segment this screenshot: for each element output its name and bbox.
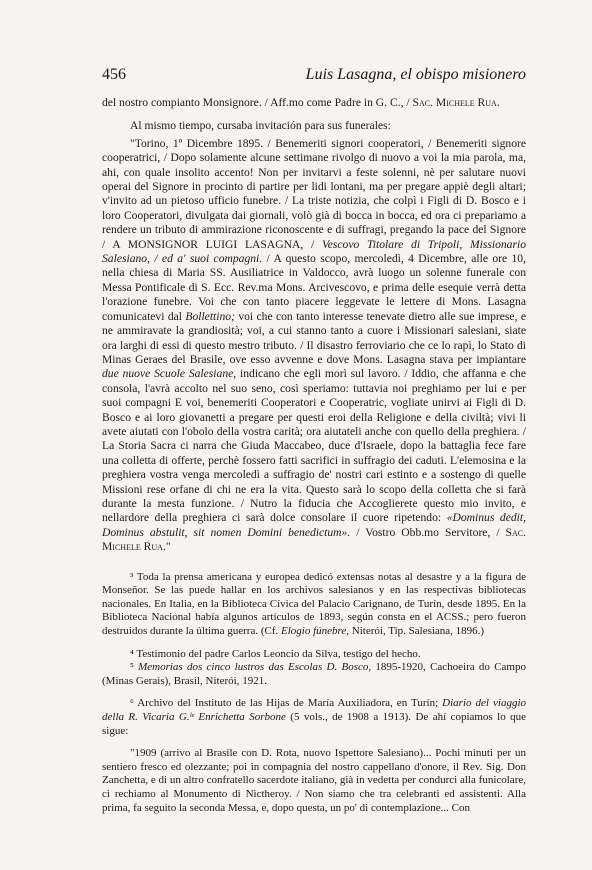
footnote-3: ³ Toda la prensa americana y europea dedicó extensas notas al desastre y a la figura de Monseñor. Se las puede hallar en los archivos salesianos y en las respectivas bibliotecas nacionales. En Italia, en la Biblioteca Cívica del Palacio Carignano, de Turín, desde 1895. En la Biblioteca Nacional había algunos artículos de 1893, según consta en el ACSS.; pero fueron destruidos durante la última guerra. (Cf. Elogio fúnebre, Niterói, Tip. Salesiana, 1896.) bbox=[102, 570, 526, 637]
footnote-4: ⁴ Testimonio del padre Carlos Leoncio da Silva, testigo del hecho. bbox=[130, 647, 421, 660]
quoted-invitation: "Torino, 1º Dicembre 1895. / Benemeriti signori cooperatori, / Benemeriti signore cooperatrici, / Dopo solamente alcune settimane rivolgo di nuovo a voi la mia parola, ma, ahi, con quale insolito accento! Non per invitarvi a feste solenni, nè per salutare nuovi operai del Signore in procinto di partire per lidi lontani, ma per pregare appiè degli altari; v'invito ad un pietoso ufficio funebre. / La triste notizia, che colpì i Figli di D. Bosco e i loro Cooperatori, divulgata dai giornali, volò già di bocca in bocca, ed ora ci prepariamo a rendere un tributo di ammirazione riconoscente e di suffragi, pregando la pace del Signore / A MONSIGNOR LUIGI LASAGNA, / Vescovo Titolare di Tripoli, Missionario Salesiano, / ed a' suoi compagni. / A questo scopo, mercoledì, 4 Dicembre, alle ore 10, nella chiesa di Maria SS. Ausiliatrice in Valdocco, avrà luogo un solenne funerale con Messa Pontificale di S. Ecc. Rev.ma Mons. Arcivescovo, e prima delle esequie verrà detta l'orazione funebre. Voi che con tanto piacere leggevate le lettere di Mons. Lasagna comunicatevi dal Bollettino; voi che con tanto interesse tenevate dietro alle sue imprese, e ne ammiravate la grandiosità; voi, a cui stanno tanto a cuore i Missionari salesiani, siate ora larghi di essi di questo mestro tributo. / Il disastro ferroviario che ce lo rapì, lo Stato di Minas Geraes del Brasile, ove esso avvenne e dove Mons. Lasagna stava per impiantare due nuove Scuole Salesiane, indicano che egli morì sul lavoro. / Iddio, che affanna e che consola, l'avrà accolto nel suo seno, così speriamo: tuttavia noi preghiamo per lui e per suoi compagni E voi, benemeriti Cooperatori e Cooperatric, vogliate unirvi ai Figli di D. Bosco e ai loro giovanetti a pregare per questi eroi della Religione e della civiltà; vivi li avete aiutati con l'obolo della vostra carità; ora aiutateli anche con quello della preghiera. / La Storia Sacra ci narra che Giuda Maccabeo, duce d'Israele, dopo la battaglia fece fare una colletta di offerte, perchè fossero fatti sacrifici in suffragio dei caduti. L'elemosina e la preghiera vostra venga mercoledì a suffragio de' nostri cari estinto e a sostengo di quelle Missioni rese orfane di chi ne era la vita. Questo sarà lo scopo della colletta che si farà durante la mesta funzione. / Nutro la fiducia che Accoglierete questo mio invito, e nellardore della preghiera ci sarà dolce consolare il cuore ripetendo: «Dominus dedit, Dominus abstulit, sit nomen Domini benedictum». / Vostro Obb.mo Servitore, / Sac. Michele Rua." bbox=[102, 136, 527, 554]
footnote-6: ⁶ Archivo del Instituto de las Hijas de María Auxiliadora, en Turín; Diario del viaggio della R. Vicaria G.ˡᵉ Enrichetta Sorbone (5 vols., de 1908 a 1913). De ahí copiamos lo que sigue: bbox=[102, 697, 526, 737]
page-number: 456 bbox=[102, 66, 126, 83]
page-body bbox=[102, 96, 526, 815]
running-title: Luis Lasagna, el obispo misionero bbox=[305, 66, 526, 83]
intro-paragraph: Al mismo tiempo, cursaba invitación para sus funerales: bbox=[130, 119, 391, 133]
page-header bbox=[102, 66, 526, 88]
footnote-6-quote: "1909 (arrivo al Brasile con D. Rota, nuovo Ispettore Salesiano)... Pochi minuti per un sentiero fresco ed olezzante; poi in compagnia del nostro cappellano d'onore, il Rev. Sig. Don Zanchetta, e di un altro confratello sacerdote italiano, già in vedetta per condurci alla funicolare, ci rechiamo al Monumento di Nictheroy. / Non siamo che tra celebranti ed assistenti. Alla prima, fa seguito la seconda Messa, e, dopo questa, un po' di contemplazione... Con bbox=[102, 747, 526, 814]
footnote-5: ⁵ Memorias dos cinco lustros das Escolas D. Bosco, 1895-1920, Cachoeira do Campo (Minas Gerais), Brasil, Niterói, 1921. bbox=[102, 661, 526, 687]
letter-closing: del nostro compianto Monsignore. / Aff.mo come Padre in G. C., / Sac. Michele Rua. bbox=[102, 96, 500, 109]
